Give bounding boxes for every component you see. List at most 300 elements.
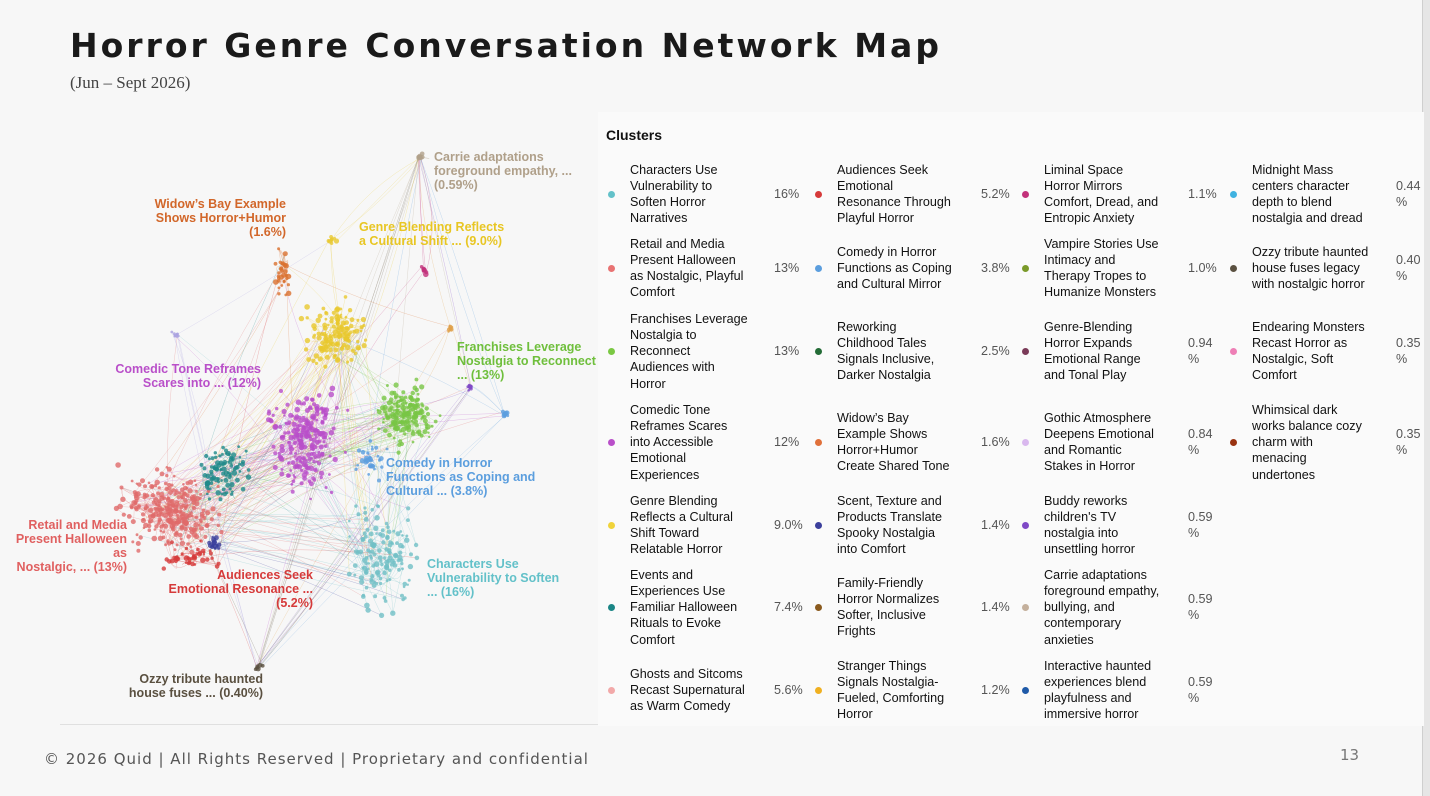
network-node — [347, 327, 350, 330]
network-node — [277, 271, 280, 274]
network-node — [295, 427, 300, 432]
network-node — [316, 318, 321, 323]
network-node — [229, 482, 234, 487]
network-node — [131, 540, 134, 543]
network-node — [176, 333, 179, 336]
network-node — [127, 514, 132, 519]
legend-label: Genre-Blending Horror Expands Emotional Range and Tonal Play — [1044, 319, 1141, 383]
network-node — [294, 455, 297, 458]
network-node — [420, 434, 424, 438]
network-node — [349, 358, 353, 362]
network-node — [365, 607, 370, 612]
network-node — [241, 460, 245, 464]
network-node — [312, 415, 316, 419]
network-node — [363, 506, 366, 509]
network-node — [278, 287, 281, 290]
network-node — [380, 405, 385, 410]
network-node — [348, 520, 351, 523]
network-node — [272, 414, 275, 417]
footer-copyright: © 2026 Quid | All Rights Reserved | Proprietary and confidential — [44, 750, 589, 768]
network-edge — [172, 332, 210, 489]
network-node — [210, 557, 213, 560]
network-node — [386, 384, 389, 387]
network-node — [372, 552, 376, 556]
network-node — [328, 334, 332, 338]
network-node — [361, 450, 366, 455]
legend-dot — [1022, 687, 1029, 694]
network-node — [168, 519, 173, 524]
legend-percent: 0.94 % — [1188, 335, 1213, 366]
network-node — [391, 420, 395, 424]
network-node — [140, 478, 145, 483]
network-node — [323, 338, 328, 343]
network-node — [174, 548, 177, 551]
network-label-comedy: Comedy in Horror Functions as Coping and Cultural ... (3.8%) — [386, 456, 536, 498]
legend-label: Comedy in Horror Functions as Coping and Cultural Mirror — [837, 244, 952, 292]
network-node — [214, 456, 217, 459]
network-node — [130, 506, 134, 510]
network-node — [209, 551, 213, 555]
network-node — [411, 420, 414, 423]
network-node — [367, 473, 370, 476]
network-label-retail: Retail and Media Present Halloween as Nostalgic, ... (13%) — [15, 518, 127, 574]
network-node — [329, 437, 331, 439]
network-node — [266, 417, 271, 422]
network-node — [417, 393, 420, 396]
legend-label: Comedic Tone Reframes Scares into Accessible Emotional Experiences — [630, 402, 728, 482]
network-node — [386, 559, 390, 563]
network-node — [415, 415, 418, 418]
network-node — [231, 491, 233, 493]
network-node — [309, 481, 314, 486]
network-node — [340, 324, 343, 327]
network-node — [361, 594, 366, 599]
network-node — [393, 413, 397, 417]
network-node — [377, 479, 381, 483]
network-node — [139, 535, 143, 539]
legend-percent: 0.44 % — [1396, 178, 1421, 209]
network-node — [163, 496, 167, 500]
network-node — [391, 541, 394, 544]
network-node — [387, 433, 392, 438]
network-node — [401, 567, 404, 570]
network-node — [182, 483, 185, 486]
network-node — [345, 316, 348, 319]
network-node — [357, 512, 361, 516]
legend-dot — [1022, 439, 1029, 446]
network-node — [180, 538, 183, 541]
network-node — [397, 555, 402, 560]
legend-percent: 1.0% — [1188, 261, 1217, 275]
network-node — [394, 393, 399, 398]
network-node — [329, 235, 333, 239]
network-node — [166, 466, 169, 469]
legend-percent: 5.6% — [774, 683, 803, 697]
network-label-comedic: Comedic Tone Reframes Scares into ... (12%) — [115, 362, 261, 390]
network-node — [309, 498, 312, 501]
network-node — [141, 518, 146, 523]
network-node — [143, 523, 148, 528]
network-node — [261, 664, 265, 668]
legend-dot — [1022, 191, 1029, 198]
network-node — [388, 414, 392, 418]
network-node — [239, 470, 242, 473]
network-node — [158, 536, 163, 541]
network-node — [209, 487, 212, 490]
network-node — [163, 524, 168, 529]
network-node — [148, 528, 152, 532]
network-node — [211, 544, 214, 547]
network-node — [205, 480, 210, 485]
network-node — [310, 452, 314, 456]
network-node — [329, 430, 334, 435]
network-node — [214, 535, 219, 540]
legend-percent: 0.40 % — [1396, 252, 1421, 283]
legend-dot — [815, 439, 822, 446]
network-node — [198, 551, 202, 555]
network-node — [362, 558, 367, 563]
legend-percent: 1.4% — [981, 600, 1010, 614]
network-node — [422, 270, 425, 273]
network-node — [397, 451, 401, 455]
network-node — [222, 487, 226, 491]
network-node — [286, 274, 291, 279]
network-node — [291, 490, 295, 494]
network-node — [364, 517, 369, 522]
network-node — [324, 311, 327, 314]
network-node — [359, 575, 364, 580]
network-node — [136, 483, 138, 485]
network-node — [401, 427, 406, 432]
network-node — [280, 284, 283, 287]
network-node — [180, 541, 185, 546]
network-node — [434, 420, 438, 424]
network-node — [304, 347, 308, 351]
network-node — [306, 357, 311, 362]
network-node — [401, 545, 405, 549]
network-edge — [323, 157, 419, 422]
legend-dot — [1022, 522, 1029, 529]
network-edge — [471, 386, 505, 415]
network-node — [247, 468, 251, 472]
network-node — [377, 410, 382, 415]
network-node — [194, 479, 197, 482]
network-node — [342, 327, 345, 330]
network-node — [210, 517, 214, 521]
network-node — [380, 563, 383, 566]
network-node — [287, 441, 291, 445]
network-node — [171, 503, 175, 507]
legend-label: Carrie adaptations foreground empathy, bullying, and contemporary anxieties — [1044, 567, 1160, 647]
network-node — [390, 611, 395, 616]
network-node — [304, 396, 309, 401]
network-node — [156, 491, 160, 495]
network-node — [290, 483, 293, 486]
network-node — [375, 532, 378, 535]
network-node — [413, 398, 416, 401]
network-node — [313, 327, 317, 331]
network-node — [399, 530, 402, 533]
network-node — [398, 396, 401, 399]
network-node — [148, 520, 152, 524]
network-node — [319, 445, 324, 450]
network-node — [228, 461, 231, 464]
network-node — [357, 448, 361, 452]
network-node — [379, 582, 382, 585]
network-node — [401, 598, 405, 602]
network-node — [416, 403, 420, 407]
network-node — [120, 486, 124, 490]
network-node — [160, 530, 163, 533]
network-node — [194, 534, 199, 539]
network-node — [396, 404, 400, 408]
network-node — [389, 425, 392, 428]
network-node — [206, 493, 209, 496]
legend-label: Gothic Atmosphere Deepens Emotional and Romantic Stakes in Horror — [1044, 410, 1154, 474]
network-node — [170, 540, 174, 544]
network-node — [344, 331, 350, 337]
legend-label: Midnight Mass centers character depth to blend nostalgia and dread — [1252, 162, 1363, 226]
network-node — [287, 420, 291, 424]
network-node — [193, 522, 198, 527]
network-node — [170, 509, 175, 514]
network-node — [371, 448, 374, 451]
legend-label: Liminal Space Horror Mirrors Comfort, Dread, and Entropic Anxiety — [1044, 162, 1159, 226]
network-node — [155, 503, 158, 506]
network-node — [402, 399, 406, 403]
network-node — [298, 440, 303, 445]
network-node — [341, 345, 345, 349]
network-node — [287, 283, 290, 286]
network-node — [166, 539, 169, 542]
network-node — [175, 489, 178, 492]
network-node — [167, 486, 171, 490]
network-node — [384, 564, 389, 569]
network-node — [214, 451, 217, 454]
legend-percent: 13% — [774, 261, 800, 275]
network-node — [199, 497, 202, 500]
network-node — [159, 525, 163, 529]
network-node — [173, 493, 176, 496]
network-node — [274, 262, 278, 266]
network-node — [333, 457, 338, 462]
network-node — [420, 417, 423, 420]
network-node — [305, 338, 310, 343]
network-node — [366, 452, 369, 455]
network-node — [423, 429, 428, 434]
network-node — [194, 528, 198, 532]
network-node — [188, 480, 193, 485]
network-node — [383, 596, 387, 600]
network-node — [229, 487, 232, 490]
network-node — [293, 465, 298, 470]
network-node — [284, 294, 287, 297]
network-node — [401, 419, 404, 422]
network-node — [347, 572, 352, 577]
network-node — [187, 488, 192, 493]
network-node — [273, 465, 278, 470]
network-node — [348, 535, 351, 538]
network-node — [306, 431, 310, 435]
network-node — [186, 534, 191, 539]
network-node — [193, 563, 196, 566]
network-node — [413, 386, 418, 391]
network-node — [425, 406, 429, 410]
network-node — [122, 513, 126, 517]
network-node — [415, 556, 420, 561]
network-node — [181, 504, 185, 508]
network-node — [312, 335, 316, 339]
network-node — [221, 453, 224, 456]
legend-dot — [1230, 191, 1237, 198]
network-node — [170, 499, 175, 504]
network-node — [365, 528, 369, 532]
legend-label: Interactive haunted experiences blend playfulness and immersive horror — [1044, 658, 1152, 722]
network-node — [329, 392, 335, 398]
network-node — [283, 251, 288, 256]
network-node — [306, 316, 309, 319]
network-node — [164, 506, 166, 508]
network-node — [170, 331, 173, 334]
legend-percent: 9.0% — [774, 518, 803, 532]
legend-percent: 1.2% — [981, 683, 1010, 697]
network-node — [172, 524, 176, 528]
legend-dot — [1022, 348, 1029, 355]
network-node — [202, 466, 206, 470]
network-node — [196, 552, 199, 555]
network-node — [221, 463, 224, 466]
network-node — [176, 514, 179, 517]
network-node — [148, 482, 151, 485]
legend-label: Audiences Seek Emotional Resonance Through Playful Horror — [837, 162, 951, 226]
network-node — [143, 493, 146, 496]
network-node — [374, 515, 380, 521]
network-edge — [420, 156, 424, 269]
network-node — [223, 492, 227, 496]
legend-dot — [1230, 348, 1237, 355]
network-node — [304, 304, 310, 310]
network-node — [176, 543, 179, 546]
network-node — [155, 467, 159, 471]
network-node — [195, 484, 197, 486]
network-node — [199, 518, 203, 522]
network-node — [162, 531, 165, 534]
network-node — [357, 347, 360, 350]
network-node — [221, 472, 225, 476]
network-node — [136, 491, 141, 496]
legend-dot — [608, 522, 615, 529]
network-node — [329, 455, 332, 458]
network-node — [380, 465, 383, 468]
network-node — [316, 453, 321, 458]
network-node — [232, 470, 238, 476]
network-node — [366, 548, 370, 552]
network-node — [362, 566, 367, 571]
network-node — [160, 472, 165, 477]
network-node — [289, 445, 293, 449]
legend-dot — [815, 265, 822, 272]
legend-label: Endearing Monsters Recast Horror as Nostalgic, Soft Comfort — [1252, 319, 1365, 383]
legend-label: Family-Friendly Horror Normalizes Softer, Inclusive Frights — [837, 575, 940, 639]
network-node — [286, 473, 291, 478]
network-node — [312, 460, 316, 464]
network-node — [374, 446, 378, 450]
network-node — [333, 330, 338, 335]
network-node — [203, 473, 208, 478]
network-node — [179, 526, 184, 531]
page-title: Horror Genre Conversation Network Map — [70, 26, 942, 65]
network-node — [371, 544, 376, 549]
network-node — [408, 564, 413, 569]
network-node — [164, 482, 168, 486]
network-node — [377, 548, 382, 553]
network-node — [395, 541, 399, 545]
legend-label: Stranger Things Signals Nostalgia-Fueled, Comforting Horror — [837, 658, 945, 722]
network-node — [395, 425, 398, 428]
network-node — [368, 539, 373, 544]
network-node — [400, 562, 403, 565]
network-node — [369, 579, 375, 585]
network-node — [186, 487, 189, 490]
network-node — [299, 316, 304, 321]
network-graph — [0, 110, 600, 725]
legend-percent: 13% — [774, 344, 800, 358]
divider — [60, 724, 598, 725]
network-label-carrie: Carrie adaptations foreground empathy, ... (0.59%) — [434, 150, 572, 192]
network-node — [131, 480, 134, 483]
network-node — [425, 424, 431, 430]
network-node — [374, 561, 380, 567]
network-node — [322, 323, 327, 328]
network-node — [346, 409, 349, 412]
network-node — [416, 412, 419, 415]
network-node — [323, 440, 326, 443]
network-node — [421, 404, 424, 407]
network-node — [292, 480, 296, 484]
network-node — [368, 465, 372, 469]
legend-label: Whimsical dark works balance cozy charm with menacing undertones — [1252, 402, 1362, 482]
network-node — [375, 571, 380, 576]
legend-dot — [815, 522, 822, 529]
network-node — [316, 419, 319, 422]
legend-dot — [815, 191, 822, 198]
network-node — [185, 547, 188, 550]
network-node — [155, 480, 160, 485]
network-node — [190, 495, 195, 500]
network-node — [321, 420, 325, 424]
network-node — [298, 423, 302, 427]
network-node — [199, 526, 204, 531]
network-node — [302, 472, 307, 477]
network-node — [427, 432, 429, 434]
network-node — [217, 547, 220, 550]
network-node — [217, 485, 220, 488]
legend-dot — [608, 439, 615, 446]
network-node — [324, 444, 328, 448]
network-node — [325, 355, 330, 360]
network-node — [383, 428, 388, 433]
network-node — [354, 468, 357, 471]
network-node — [390, 391, 395, 396]
network-node — [328, 348, 332, 352]
network-node — [378, 555, 383, 560]
legend-title: Clusters — [606, 127, 663, 143]
network-node — [303, 459, 308, 464]
network-node — [278, 425, 282, 429]
network-node — [200, 463, 204, 467]
network-node — [181, 497, 184, 500]
network-node — [398, 439, 402, 443]
